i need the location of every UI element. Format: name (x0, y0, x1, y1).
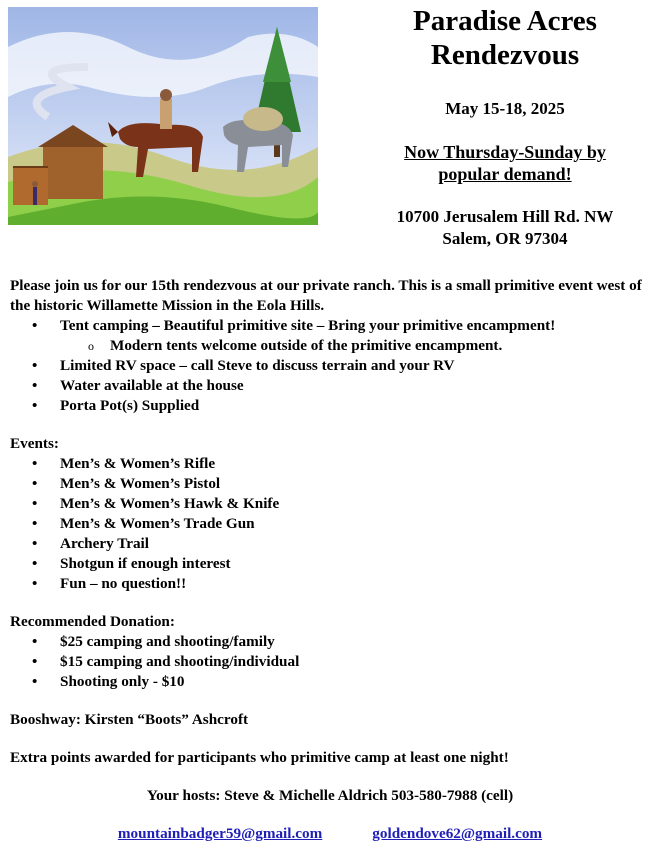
event-dates: May 15-18, 2025 (445, 99, 565, 118)
list-item: • $25 camping and shooting/family (10, 632, 650, 652)
hosts-line: Your hosts: Steve & Michelle Aldrich 503-580-7988 (cell) (146, 787, 514, 804)
intro-paragraph: Please join us for our 15th rendezvous at our private ranch. This is a small primitive event west of the historic Willamette Mission in the Eola Hills. (10, 277, 642, 314)
donation-list (10, 632, 650, 692)
list-item: • Porta Pot(s) Supplied (10, 396, 650, 416)
events-heading: Events: (10, 435, 59, 452)
email-link-mountainbadger[interactable]: mountainbadger59@gmail.com (117, 825, 323, 842)
flyer-body (10, 276, 650, 844)
sub-list (60, 336, 650, 356)
email-links (10, 824, 650, 844)
extra-points-note: Extra points awarded for participants who primitive camp at least one night! (10, 749, 509, 766)
event-address: 10700 Jerusalem Hill Rd. NW Salem, OR 97304 (396, 207, 614, 248)
list-item: • $15 camping and shooting/individual (10, 652, 650, 672)
list-item: • Men’s & Women’s Rifle (10, 454, 650, 474)
list-item: • Shooting only - $10 (10, 672, 650, 692)
donation-heading: Recommended Donation: (10, 613, 175, 630)
list-item: • Men’s & Women’s Pistol (10, 474, 650, 494)
schedule-notice: Now Thursday-Sunday by popular demand! (404, 142, 606, 184)
booshway-line: Booshway: Kirsten “Boots” Ashcroft (10, 711, 249, 728)
list-item: o Modern tents welcome outside of the primitive encampment. (60, 336, 650, 356)
event-header (350, 4, 650, 250)
events-list (10, 454, 650, 594)
event-title: Paradise Acres Rendezvous (413, 5, 597, 71)
rendezvous-clipart (8, 7, 318, 225)
list-item: • Men’s & Women’s Trade Gun (10, 514, 650, 534)
email-link-goldendove[interactable]: goldendove62@gmail.com (372, 825, 543, 842)
list-item: • Archery Trail (10, 534, 650, 554)
list-item: • Fun – no question!! (10, 574, 650, 594)
list-item: • Shotgun if enough interest (10, 554, 650, 574)
list-item: • Men’s & Women’s Hawk & Knife (10, 494, 650, 514)
amenities-list (10, 316, 650, 416)
list-item: • Water available at the house (10, 376, 650, 396)
list-item: • Limited RV space – call Steve to discuss terrain and your RV (10, 356, 650, 376)
list-item: • Tent camping – Beautiful primitive site – Bring your primitive encampment! o Modern tents welcome outside of the primitive encampment. (10, 316, 650, 356)
